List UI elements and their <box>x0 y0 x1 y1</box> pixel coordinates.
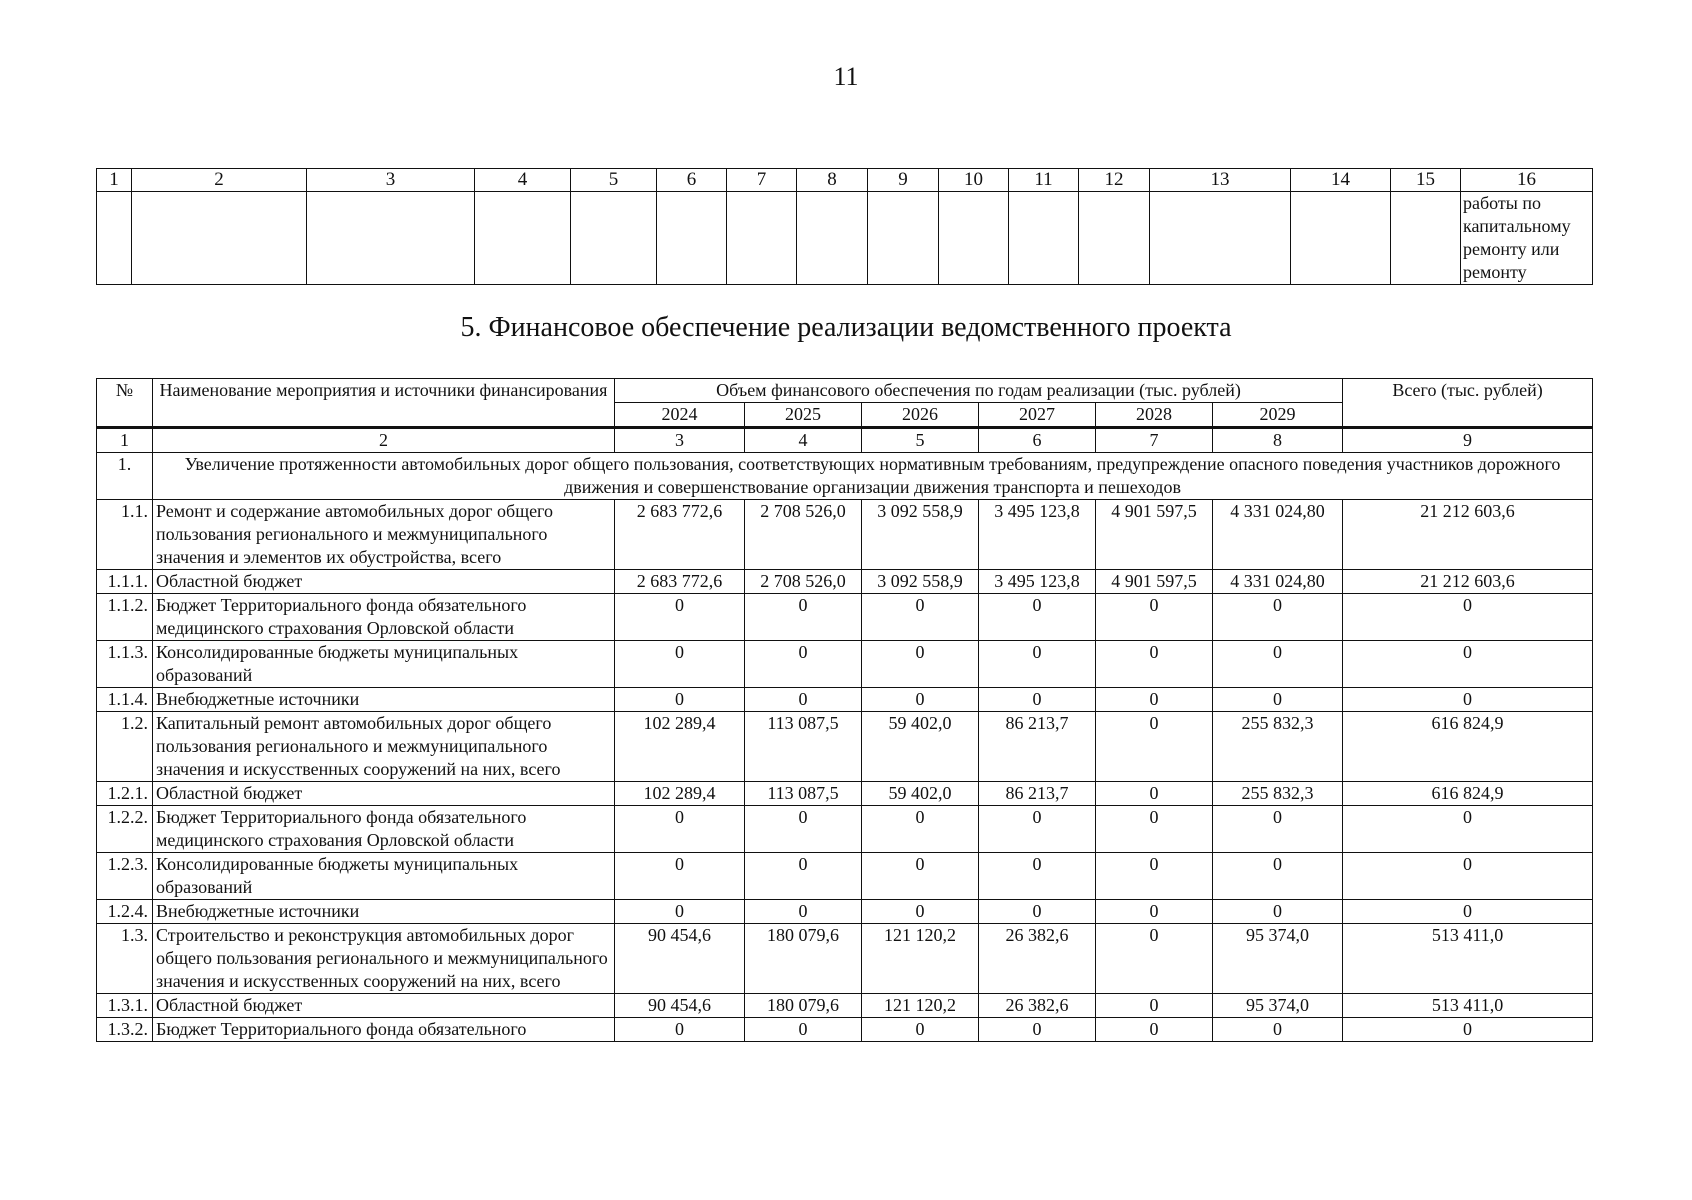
row-value: 0 <box>745 641 862 688</box>
table-row <box>97 500 1593 570</box>
row-value: 2 683 772,6 <box>615 570 745 594</box>
row-total: 0 <box>1343 641 1593 688</box>
row-value: 180 079,6 <box>745 924 862 994</box>
row-index: 1.1.4. <box>97 688 153 712</box>
col-number: 4 <box>745 428 862 453</box>
row-value: 95 374,0 <box>1213 924 1343 994</box>
row-index: 1.2.4. <box>97 900 153 924</box>
row-value: 3 495 123,8 <box>979 570 1096 594</box>
text-line: ремонту <box>1463 262 1527 282</box>
row-value: 121 120,2 <box>862 994 979 1018</box>
row-index: 1.1.3. <box>97 641 153 688</box>
row-value: 0 <box>979 688 1096 712</box>
row-value: 59 402,0 <box>862 712 979 782</box>
row-value: 0 <box>745 853 862 900</box>
row-total: 616 824,9 <box>1343 712 1593 782</box>
row-index: 1.1. <box>97 500 153 570</box>
section-text: Увеличение протяженности автомобильных дорог общего пользования, соответствующих нормативным требованиям, предупреждение опасного поведения участников дорожного движения и совершенствование организации движения транспорта и пешеходов <box>153 453 1593 500</box>
row-value: 0 <box>1213 900 1343 924</box>
continuation-body-row <box>97 192 1593 285</box>
row-value: 0 <box>862 900 979 924</box>
row-value: 0 <box>1096 641 1213 688</box>
row-value: 0 <box>862 688 979 712</box>
row-value: 0 <box>862 641 979 688</box>
section-title: 5. Финансовое обеспечение реализации ведомственного проекта <box>460 312 1232 343</box>
table-row <box>97 782 1593 806</box>
col-number: 6 <box>657 169 727 192</box>
row-value: 4 901 597,5 <box>1096 570 1213 594</box>
col-number: 7 <box>1096 428 1213 453</box>
row-name: Внебюджетные источники <box>153 688 615 712</box>
row-value: 0 <box>1096 853 1213 900</box>
row-index: 1.3. <box>97 924 153 994</box>
row-name: Внебюджетные источники <box>153 900 615 924</box>
col-number: 1 <box>97 169 132 192</box>
row-value: 0 <box>615 641 745 688</box>
row-index: 1.1.2. <box>97 594 153 641</box>
row-total: 21 212 603,6 <box>1343 570 1593 594</box>
row-name: Бюджет Территориального фонда обязательного <box>153 1018 615 1042</box>
table-row <box>97 688 1593 712</box>
table-cell <box>307 192 475 285</box>
row-value: 90 454,6 <box>615 994 745 1018</box>
row-value: 0 <box>615 594 745 641</box>
row-total: 0 <box>1343 900 1593 924</box>
header-year: 2025 <box>745 403 862 428</box>
header-name: Наименование мероприятия и источники финансирования <box>153 379 615 428</box>
row-value: 0 <box>862 806 979 853</box>
row-value: 0 <box>745 594 862 641</box>
row-value: 0 <box>862 853 979 900</box>
header-total: Всего (тыс. рублей) <box>1343 379 1593 428</box>
table-row <box>97 641 1593 688</box>
row-value: 3 092 558,9 <box>862 570 979 594</box>
row-value: 0 <box>1096 712 1213 782</box>
row-total: 513 411,0 <box>1343 994 1593 1018</box>
col-number: 9 <box>868 169 939 192</box>
row-value: 90 454,6 <box>615 924 745 994</box>
row-value: 180 079,6 <box>745 994 862 1018</box>
table-cell <box>939 192 1009 285</box>
row-value: 86 213,7 <box>979 712 1096 782</box>
row-value: 0 <box>745 806 862 853</box>
row-value: 0 <box>1096 1018 1213 1042</box>
row-value: 102 289,4 <box>615 782 745 806</box>
row-value: 4 331 024,80 <box>1213 570 1343 594</box>
row-value: 0 <box>745 688 862 712</box>
row-value: 26 382,6 <box>979 994 1096 1018</box>
header-year: 2028 <box>1096 403 1213 428</box>
row-index: 1.2. <box>97 712 153 782</box>
header-row <box>97 379 1593 403</box>
row-index: 1.2.2. <box>97 806 153 853</box>
row-value: 0 <box>979 641 1096 688</box>
continuation-text-cell <box>1461 192 1593 285</box>
row-value: 0 <box>615 688 745 712</box>
col-number: 2 <box>153 428 615 453</box>
table-cell <box>657 192 727 285</box>
col-number: 8 <box>1213 428 1343 453</box>
table-row <box>97 994 1593 1018</box>
col-number: 3 <box>307 169 475 192</box>
row-value: 0 <box>1096 688 1213 712</box>
row-index: 1.3.2. <box>97 1018 153 1042</box>
table-row <box>97 570 1593 594</box>
row-value: 113 087,5 <box>745 712 862 782</box>
row-value: 95 374,0 <box>1213 994 1343 1018</box>
row-value: 121 120,2 <box>862 924 979 994</box>
row-value: 26 382,6 <box>979 924 1096 994</box>
col-number: 11 <box>1009 169 1079 192</box>
table-cell <box>868 192 939 285</box>
row-name: Строительство и реконструкция автомобильных дорог общего пользования регионального и межмуниципального значения и искусственных сооружений на них, всего <box>153 924 615 994</box>
table-row <box>97 853 1593 900</box>
table-row <box>97 806 1593 853</box>
table-cell <box>797 192 868 285</box>
row-value: 0 <box>615 806 745 853</box>
table-row <box>97 924 1593 994</box>
row-total: 0 <box>1343 806 1593 853</box>
col-number: 8 <box>797 169 868 192</box>
row-value: 0 <box>979 853 1096 900</box>
row-value: 59 402,0 <box>862 782 979 806</box>
row-value: 2 708 526,0 <box>745 570 862 594</box>
row-value: 4 331 024,80 <box>1213 500 1343 570</box>
row-value: 255 832,3 <box>1213 712 1343 782</box>
row-value: 2 683 772,6 <box>615 500 745 570</box>
row-value: 0 <box>615 900 745 924</box>
col-number: 12 <box>1079 169 1150 192</box>
row-value: 0 <box>979 594 1096 641</box>
header-year: 2027 <box>979 403 1096 428</box>
row-value: 3 495 123,8 <box>979 500 1096 570</box>
row-total: 0 <box>1343 594 1593 641</box>
table-cell <box>1009 192 1079 285</box>
row-value: 86 213,7 <box>979 782 1096 806</box>
row-value: 0 <box>1096 806 1213 853</box>
row-name: Ремонт и содержание автомобильных дорог общего пользования регионального и межмуниципального значения и элементов их обустройства, всего <box>153 500 615 570</box>
row-value: 0 <box>1213 806 1343 853</box>
col-number: 14 <box>1291 169 1391 192</box>
col-number: 5 <box>571 169 657 192</box>
row-value: 0 <box>745 900 862 924</box>
row-index: 1.1.1. <box>97 570 153 594</box>
row-name: Консолидированные бюджеты муниципальных образований <box>153 853 615 900</box>
row-value: 0 <box>615 853 745 900</box>
row-total: 0 <box>1343 1018 1593 1042</box>
col-number: 15 <box>1391 169 1461 192</box>
row-value: 113 087,5 <box>745 782 862 806</box>
row-name: Консолидированные бюджеты муниципальных образований <box>153 641 615 688</box>
row-value: 0 <box>1096 924 1213 994</box>
continuation-header-row <box>97 169 1593 192</box>
row-index: 1.2.3. <box>97 853 153 900</box>
row-value: 0 <box>1096 594 1213 641</box>
row-total: 0 <box>1343 688 1593 712</box>
financing-table <box>96 378 1593 1042</box>
table-cell <box>475 192 571 285</box>
table-cell <box>1150 192 1291 285</box>
row-value: 0 <box>862 594 979 641</box>
section-row <box>97 453 1593 500</box>
row-value: 0 <box>1096 782 1213 806</box>
header-year: 2026 <box>862 403 979 428</box>
row-value: 0 <box>1213 688 1343 712</box>
row-name: Областной бюджет <box>153 994 615 1018</box>
continuation-table <box>96 168 1593 285</box>
row-value: 4 901 597,5 <box>1096 500 1213 570</box>
col-number: 10 <box>939 169 1009 192</box>
col-number: 1 <box>97 428 153 453</box>
row-value: 0 <box>1213 641 1343 688</box>
text-line: работы по <box>1463 193 1542 213</box>
row-value: 0 <box>979 1018 1096 1042</box>
table-cell <box>727 192 797 285</box>
table-row <box>97 1018 1593 1042</box>
row-value: 0 <box>1213 1018 1343 1042</box>
row-value: 3 092 558,9 <box>862 500 979 570</box>
row-value: 0 <box>1096 900 1213 924</box>
table-cell <box>1391 192 1461 285</box>
row-index: 1.3.1. <box>97 994 153 1018</box>
col-number: 9 <box>1343 428 1593 453</box>
text-line: ремонту или <box>1463 239 1560 259</box>
row-name: Бюджет Территориального фонда обязательного медицинского страхования Орловской области <box>153 594 615 641</box>
row-value: 102 289,4 <box>615 712 745 782</box>
section-index: 1. <box>97 453 153 500</box>
row-name: Капитальный ремонт автомобильных дорог общего пользования регионального и межмуниципального значения и искусственных сооружений на них, всего <box>153 712 615 782</box>
col-number: 7 <box>727 169 797 192</box>
row-value: 0 <box>1096 994 1213 1018</box>
col-number: 3 <box>615 428 745 453</box>
row-index: 1.2.1. <box>97 782 153 806</box>
row-value: 0 <box>979 900 1096 924</box>
row-value: 2 708 526,0 <box>745 500 862 570</box>
table-cell <box>1291 192 1391 285</box>
text-line: капитальному <box>1463 216 1571 236</box>
col-number: 5 <box>862 428 979 453</box>
table-cell <box>571 192 657 285</box>
table-cell <box>97 192 132 285</box>
row-total: 616 824,9 <box>1343 782 1593 806</box>
row-name: Областной бюджет <box>153 782 615 806</box>
page-number: 11 <box>833 62 859 91</box>
col-number: 4 <box>475 169 571 192</box>
table-cell <box>1079 192 1150 285</box>
header-volume: Объем финансового обеспечения по годам реализации (тыс. рублей) <box>615 379 1343 403</box>
row-value: 0 <box>1213 594 1343 641</box>
header-year: 2029 <box>1213 403 1343 428</box>
row-value: 0 <box>862 1018 979 1042</box>
row-value: 255 832,3 <box>1213 782 1343 806</box>
header-no: № <box>97 379 153 428</box>
table-row <box>97 712 1593 782</box>
col-number: 2 <box>132 169 307 192</box>
row-value: 0 <box>979 806 1096 853</box>
row-total: 21 212 603,6 <box>1343 500 1593 570</box>
header-year: 2024 <box>615 403 745 428</box>
col-number: 13 <box>1150 169 1291 192</box>
row-name: Бюджет Территориального фонда обязательного медицинского страхования Орловской области <box>153 806 615 853</box>
col-number: 16 <box>1461 169 1593 192</box>
table-row <box>97 594 1593 641</box>
row-value: 0 <box>615 1018 745 1042</box>
col-number: 6 <box>979 428 1096 453</box>
row-total: 0 <box>1343 853 1593 900</box>
row-total: 513 411,0 <box>1343 924 1593 994</box>
row-value: 0 <box>745 1018 862 1042</box>
row-name: Областной бюджет <box>153 570 615 594</box>
table-row <box>97 900 1593 924</box>
column-numbers-row <box>97 428 1593 453</box>
row-value: 0 <box>1213 853 1343 900</box>
table-cell <box>132 192 307 285</box>
